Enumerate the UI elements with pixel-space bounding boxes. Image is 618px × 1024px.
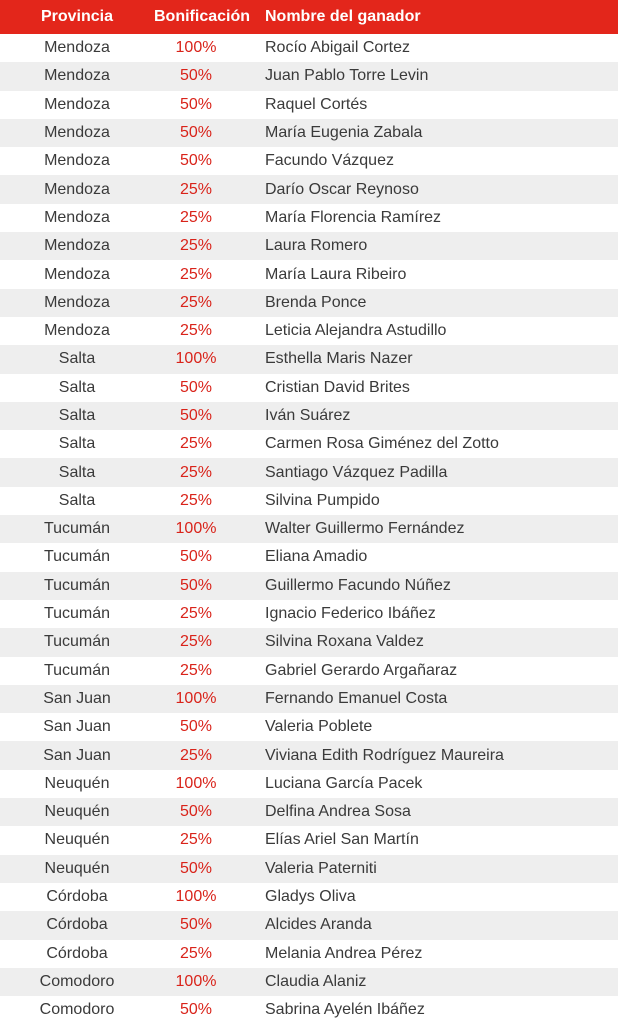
- bonus-cell: 50%: [179, 407, 213, 424]
- province-cell: Neuquén: [44, 831, 110, 849]
- table-row: [0, 741, 618, 769]
- province-cell: Neuquén: [44, 774, 110, 792]
- bonus-cell: 100%: [175, 689, 217, 707]
- province-cell: Mendoza: [44, 67, 110, 85]
- table-row: [0, 430, 618, 458]
- table-row: [0, 600, 618, 628]
- province-cell: Salta: [58, 378, 96, 396]
- winner-name-cell: Walter Guillermo Fernández: [265, 520, 465, 538]
- winner-name-cell: Silvina Pumpido: [265, 491, 380, 509]
- province-cell: Mendoza: [44, 322, 110, 340]
- province-cell: Neuquén: [44, 859, 110, 877]
- province-cell: Salta: [58, 435, 96, 453]
- bonus-cell: 25%: [179, 237, 213, 255]
- bonus-cell: 25%: [179, 435, 213, 453]
- table-row: [0, 515, 618, 543]
- winner-name-cell: Eliana Amadio: [265, 548, 368, 566]
- table-row: [0, 855, 618, 883]
- province-cell: San Juan: [43, 689, 111, 707]
- winner-name-cell: Brenda Ponce: [265, 293, 367, 311]
- bonus-cell: 50%: [179, 803, 213, 821]
- province-cell: Salta: [58, 350, 96, 368]
- winner-name-cell: Fernando Emanuel Costa: [265, 689, 448, 707]
- bonus-cell: 50%: [179, 916, 213, 934]
- table-row: [0, 628, 618, 656]
- winner-name-cell: Rocío Abigail Cortez: [265, 39, 410, 57]
- winner-name-cell: Luciana García Pacek: [265, 774, 423, 792]
- winner-name-cell: Valeria Paterniti: [265, 859, 377, 877]
- province-cell: San Juan: [43, 718, 111, 736]
- province-cell: Mendoza: [44, 39, 110, 57]
- table-row: [0, 458, 618, 486]
- header-name: Nombre del ganador: [265, 8, 421, 25]
- winner-name-cell: Esthella Maris Nazer: [265, 350, 413, 368]
- province-cell: Salta: [58, 491, 96, 509]
- province-cell: Mendoza: [44, 152, 110, 170]
- table-row: [0, 713, 618, 741]
- table-row: [0, 996, 618, 1024]
- winner-name-cell: Silvina Roxana Valdez: [265, 633, 424, 651]
- table-row: [0, 798, 618, 826]
- bonus-cell: 100%: [175, 350, 217, 368]
- bonus-cell: 50%: [179, 1001, 213, 1019]
- winner-name-cell: María Laura Ribeiro: [265, 265, 407, 283]
- bonus-cell: 25%: [179, 633, 213, 651]
- winner-name-cell: Viviana Edith Rodríguez Maureira: [265, 746, 504, 764]
- winner-name-cell: Leticia Alejandra Astudillo: [265, 322, 447, 340]
- bonus-cell: 50%: [179, 718, 213, 736]
- bonus-cell: 50%: [179, 576, 213, 594]
- province-cell: Salta: [58, 463, 96, 481]
- bonus-cell: 25%: [179, 746, 213, 764]
- bonus-cell: 25%: [179, 661, 213, 679]
- bonus-cell: 25%: [179, 831, 213, 849]
- winner-name-cell: Carmen Rosa Giménez del Zotto: [265, 435, 499, 453]
- winner-name-cell: Claudia Alaniz: [265, 972, 367, 990]
- winner-name-cell: Guillermo Facundo Núñez: [265, 576, 451, 594]
- header-bonus: Bonificación: [154, 8, 251, 25]
- winner-name-cell: Ignacio Federico Ibáñez: [265, 605, 436, 623]
- winner-name-cell: María Florencia Ramírez: [265, 208, 442, 226]
- province-cell: Comodoro: [39, 972, 115, 990]
- table-row: [0, 911, 618, 939]
- bonus-cell: 100%: [175, 972, 217, 990]
- bonus-cell: 25%: [179, 180, 213, 198]
- bonus-cell: 100%: [175, 39, 217, 57]
- table-row: [0, 402, 618, 430]
- table-row: [0, 119, 618, 147]
- province-cell: Tucumán: [43, 576, 111, 594]
- province-cell: Neuquén: [44, 803, 110, 821]
- province-cell: Mendoza: [44, 124, 110, 142]
- table-row: [0, 147, 618, 175]
- province-cell: Mendoza: [44, 237, 110, 255]
- province-cell: Mendoza: [44, 180, 110, 198]
- winner-name-cell: Valeria Poblete: [265, 718, 373, 736]
- table-row: [0, 572, 618, 600]
- bonus-cell: 50%: [179, 124, 213, 142]
- province-cell: Tucumán: [43, 633, 111, 651]
- table-row: [0, 883, 618, 911]
- bonus-cell: 25%: [179, 322, 213, 340]
- winner-name-cell: Juan Pablo Torre Levin: [265, 67, 429, 85]
- winner-name-cell: Laura Romero: [265, 237, 368, 255]
- province-cell: Córdoba: [46, 916, 108, 934]
- bonus-cell: 25%: [179, 293, 213, 311]
- table-row: [0, 345, 618, 373]
- winner-name-cell: Elías Ariel San Martín: [265, 831, 419, 849]
- bonus-cell: 25%: [179, 944, 213, 962]
- table-row: [0, 770, 618, 798]
- province-cell: Tucumán: [43, 548, 111, 566]
- bonus-cell: 50%: [179, 67, 213, 85]
- table-row: [0, 175, 618, 203]
- table-row: [0, 685, 618, 713]
- bonus-cell: 25%: [179, 491, 213, 509]
- province-cell: Córdoba: [46, 944, 108, 962]
- table-row: [0, 657, 618, 685]
- table-row: [0, 289, 618, 317]
- province-cell: Tucumán: [43, 520, 111, 538]
- province-cell: Tucumán: [43, 661, 111, 679]
- header-province: Provincia: [40, 8, 114, 25]
- table-row: [0, 34, 618, 62]
- winner-name-cell: Delfina Andrea Sosa: [265, 803, 411, 821]
- province-cell: San Juan: [43, 746, 111, 764]
- winner-name-cell: Gladys Oliva: [265, 888, 356, 906]
- province-cell: Tucumán: [43, 605, 111, 623]
- bonus-cell: 50%: [179, 152, 213, 170]
- province-cell: Salta: [58, 407, 96, 424]
- bonus-cell: 100%: [175, 888, 217, 906]
- winner-name-cell: Santiago Vázquez Padilla: [265, 463, 448, 481]
- bonus-cell: 100%: [175, 774, 217, 792]
- province-cell: Mendoza: [44, 208, 110, 226]
- winner-name-cell: Alcides Aranda: [265, 916, 372, 934]
- table-body: [0, 34, 618, 1024]
- province-cell: Comodoro: [39, 1001, 115, 1019]
- winner-name-cell: Gabriel Gerardo Argañaraz: [265, 661, 458, 679]
- bonus-cell: 50%: [179, 95, 213, 113]
- table-row: [0, 260, 618, 288]
- table-row: [0, 543, 618, 571]
- table-row: [0, 62, 618, 90]
- table-row: [0, 232, 618, 260]
- province-cell: Mendoza: [44, 293, 110, 311]
- table-row: [0, 487, 618, 515]
- table-row: [0, 374, 618, 402]
- winner-name-cell: María Eugenia Zabala: [265, 124, 423, 142]
- table-row: [0, 826, 618, 854]
- province-cell: Córdoba: [46, 888, 108, 906]
- table-row: [0, 940, 618, 968]
- winner-name-cell: Sabrina Ayelén Ibáñez: [265, 1001, 425, 1019]
- bonus-cell: 50%: [179, 548, 213, 566]
- table-row: [0, 204, 618, 232]
- table-row: [0, 968, 618, 996]
- winner-name-cell: Facundo Vázquez: [265, 152, 394, 170]
- winner-name-cell: Cristian David Brites: [265, 378, 410, 396]
- table-row: [0, 317, 618, 345]
- bonus-cell: 25%: [179, 605, 213, 623]
- winner-name-cell: Iván Suárez: [265, 407, 351, 424]
- bonus-cell: 100%: [175, 520, 217, 538]
- bonus-cell: 25%: [179, 265, 213, 283]
- winner-name-cell: Darío Oscar Reynoso: [265, 180, 419, 198]
- bonus-cell: 25%: [179, 463, 213, 481]
- winner-name-cell: Melania Andrea Pérez: [265, 944, 423, 962]
- bonus-cell: 50%: [179, 378, 213, 396]
- table-row: [0, 91, 618, 119]
- bonus-cell: 50%: [179, 859, 213, 877]
- province-cell: Mendoza: [44, 95, 110, 113]
- table-header: [0, 0, 618, 34]
- province-cell: Mendoza: [44, 265, 110, 283]
- bonus-cell: 25%: [179, 208, 213, 226]
- winner-name-cell: Raquel Cortés: [265, 95, 368, 113]
